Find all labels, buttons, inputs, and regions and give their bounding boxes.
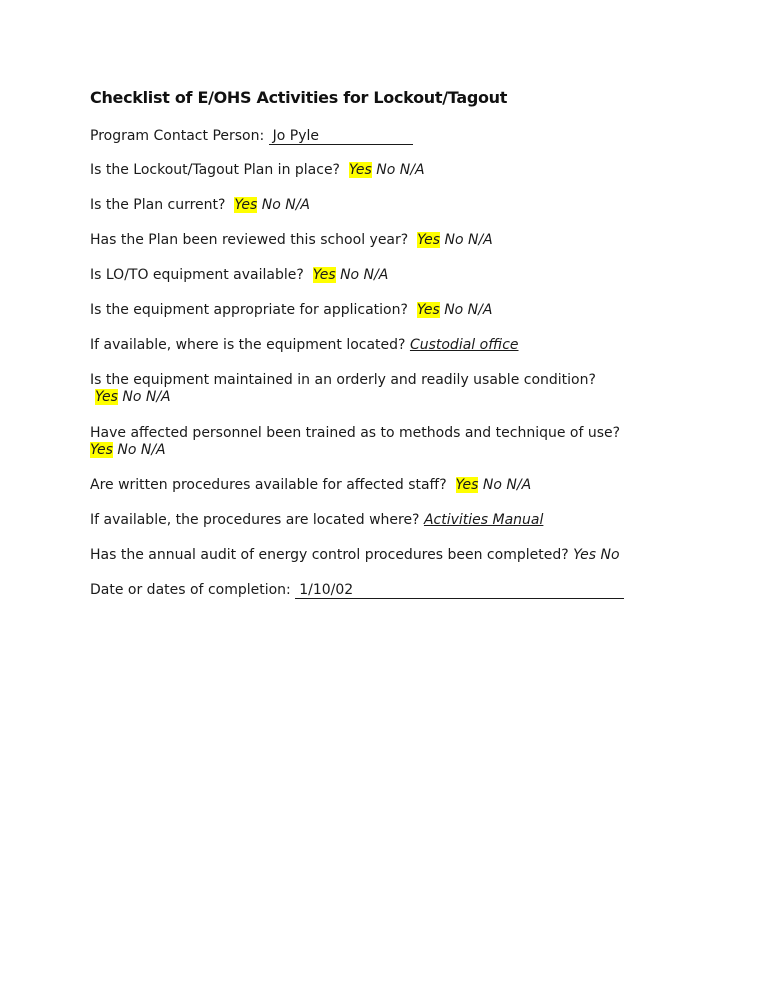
question-equipment-location [90,337,519,354]
answer-options: No N/A [122,389,171,405]
contact-label: Program Contact Person: [90,128,265,144]
question-plan-in-place [90,162,425,179]
answer-options: Yes No [573,547,620,563]
question-plan-current [90,197,310,214]
page-title: Checklist of E/OHS Activities for Lockout/Tagout [90,88,508,107]
answer-yes-highlighted: Yes [234,197,258,213]
question-equipment-maintained [90,372,596,389]
answer-options: No N/A [376,162,425,178]
answer-yes-highlighted: Yes [95,389,118,405]
answer-row-maintained [95,389,171,406]
answer-row-trained [90,442,166,459]
question-procedures-location [90,512,543,529]
answer-yes-highlighted: Yes [312,267,336,283]
answer-options: No N/A [261,197,311,213]
answer-yes-highlighted: Yes [90,442,113,458]
question-equipment-appropriate [90,302,492,319]
answer-options: No N/A [117,442,166,458]
contact-person-line [90,128,413,145]
question-text: Has the Plan been reviewed this school year? [90,232,409,248]
question-text: If available, the procedures are located where? [90,512,420,528]
question-text: Is the equipment maintained in an orderly and readily usable condition? [90,372,596,388]
question-text: Has the annual audit of energy control procedures been completed? [90,547,569,563]
question-text: Is the equipment appropriate for application? [90,302,408,318]
question-text: Is LO/TO equipment available? [90,267,304,283]
question-text: Have affected personnel been trained as to methods and technique of use? [90,425,621,441]
completion-date-line [90,582,624,599]
completion-label: Date or dates of completion: [90,582,291,598]
answer-yes-highlighted: Yes [417,232,441,248]
answer-yes-highlighted: Yes [416,302,440,318]
answer-yes-highlighted: Yes [455,477,479,493]
question-text: Is the Lockout/Tagout Plan in place? [90,162,340,178]
question-plan-reviewed [90,232,493,249]
question-text: If available, where is the equipment located? [90,337,406,353]
question-equipment-available [90,267,388,284]
answer-options: No N/A [444,302,493,318]
answer-options: No N/A [444,232,493,248]
question-annual-audit [90,547,620,564]
question-personnel-trained [90,425,620,442]
answer-yes-highlighted: Yes [348,162,372,178]
question-text: Are written procedures available for affected staff? [90,477,447,493]
question-text: Is the Plan current? [90,197,226,213]
question-written-procedures [90,477,531,494]
answer-location: Custodial office [409,337,519,353]
answer-options: No N/A [482,477,532,493]
contact-value: Jo Pyle [269,129,413,145]
answer-location: Activities Manual [423,512,544,528]
answer-options: No N/A [340,267,389,283]
completion-value: 1/10/02 [295,583,624,599]
